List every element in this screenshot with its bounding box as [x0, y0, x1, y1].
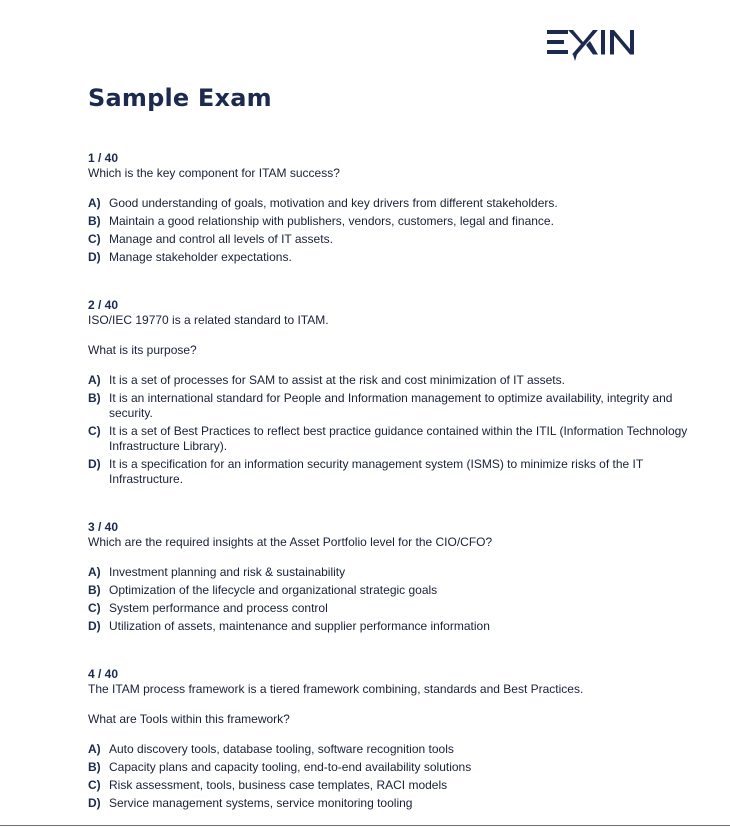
answer-option-b [88, 214, 688, 229]
option-letter: A) [88, 373, 101, 387]
question-4 [88, 667, 688, 814]
answer-option-c [88, 232, 688, 247]
option-letter: C) [88, 424, 101, 438]
question-text: ISO/IEC 19770 is a related standard to ITAM. [88, 313, 329, 327]
option-text: Capacity plans and capacity tooling, end-to-end availability solutions [109, 760, 472, 774]
answer-options [88, 742, 688, 811]
option-letter: C) [88, 232, 101, 246]
option-letter: D) [88, 619, 101, 633]
option-text: It is a set of processes for SAM to assist at the risk and cost minimization of IT assets. [109, 373, 565, 387]
question-3 [88, 520, 688, 637]
answer-option-c [88, 424, 688, 454]
exin-logo [546, 23, 638, 63]
question-subtext: What are Tools within this framework? [88, 712, 290, 726]
option-text: Maintain a good relationship with publishers, vendors, customers, legal and finance. [109, 214, 554, 228]
option-text: Manage stakeholder expectations. [109, 250, 292, 264]
question-2 [88, 298, 688, 490]
question-number: 2 / 40 [88, 298, 119, 312]
answer-options [88, 373, 688, 487]
option-text: It is a set of Best Practices to reflect best practice guidance contained within the ITIL (Information Technology Infrastructure Library). [109, 424, 688, 453]
question-text: Which are the required insights at the Asset Portfolio level for the CIO/CFO? [88, 535, 493, 549]
question-number: 4 / 40 [88, 667, 119, 681]
option-text: Manage and control all levels of IT assets. [109, 232, 333, 246]
option-letter: A) [88, 196, 101, 210]
answer-option-d [88, 796, 688, 811]
question-1 [88, 151, 688, 268]
answer-options [88, 196, 688, 265]
option-text: Investment planning and risk & sustainability [109, 565, 346, 579]
answer-option-c [88, 778, 688, 793]
answer-option-a [88, 196, 688, 211]
page-title: Sample Exam [88, 84, 272, 112]
option-letter: A) [88, 742, 101, 756]
option-letter: D) [88, 250, 101, 264]
option-letter: D) [88, 796, 101, 810]
answer-option-b [88, 760, 688, 775]
option-text: Optimization of the lifecycle and organizational strategic goals [109, 583, 438, 597]
option-text: It is a specification for an information security management system (ISMS) to minimize risks of the IT Infrastructure. [109, 457, 643, 486]
option-letter: C) [88, 778, 101, 792]
question-text: The ITAM process framework is a tiered framework combining, standards and Best Practices. [88, 682, 584, 696]
answer-option-a [88, 742, 688, 757]
option-letter: C) [88, 601, 101, 615]
answer-option-d [88, 457, 688, 487]
question-subtext: What is its purpose? [88, 343, 197, 357]
answer-option-a [88, 565, 688, 580]
option-letter: B) [88, 391, 101, 405]
question-text: Which is the key component for ITAM success? [88, 166, 340, 180]
answer-options [88, 565, 688, 634]
answer-option-b [88, 391, 688, 421]
option-text: It is an international standard for People and Information management to optimize availability, integrity and security. [109, 391, 673, 420]
option-text: Risk assessment, tools, business case templates, RACI models [109, 778, 448, 792]
answer-option-c [88, 601, 688, 616]
option-text: Service management systems, service monitoring tooling [109, 796, 413, 810]
option-letter: B) [88, 214, 101, 228]
option-text: Utilization of assets, maintenance and supplier performance information [109, 619, 490, 633]
answer-option-a [88, 373, 688, 388]
answer-option-d [88, 619, 688, 634]
option-text: System performance and process control [109, 601, 328, 615]
option-letter: D) [88, 457, 101, 471]
answer-option-d [88, 250, 688, 265]
answer-option-b [88, 583, 688, 598]
option-letter: B) [88, 583, 101, 597]
page-bottom-divider [0, 825, 730, 826]
option-text: Auto discovery tools, database tooling, software recognition tools [109, 742, 454, 756]
option-text: Good understanding of goals, motivation and key drivers from different stakeholders. [109, 196, 558, 210]
option-letter: A) [88, 565, 101, 579]
option-letter: B) [88, 760, 101, 774]
question-number: 3 / 40 [88, 520, 119, 534]
question-number: 1 / 40 [88, 151, 119, 165]
